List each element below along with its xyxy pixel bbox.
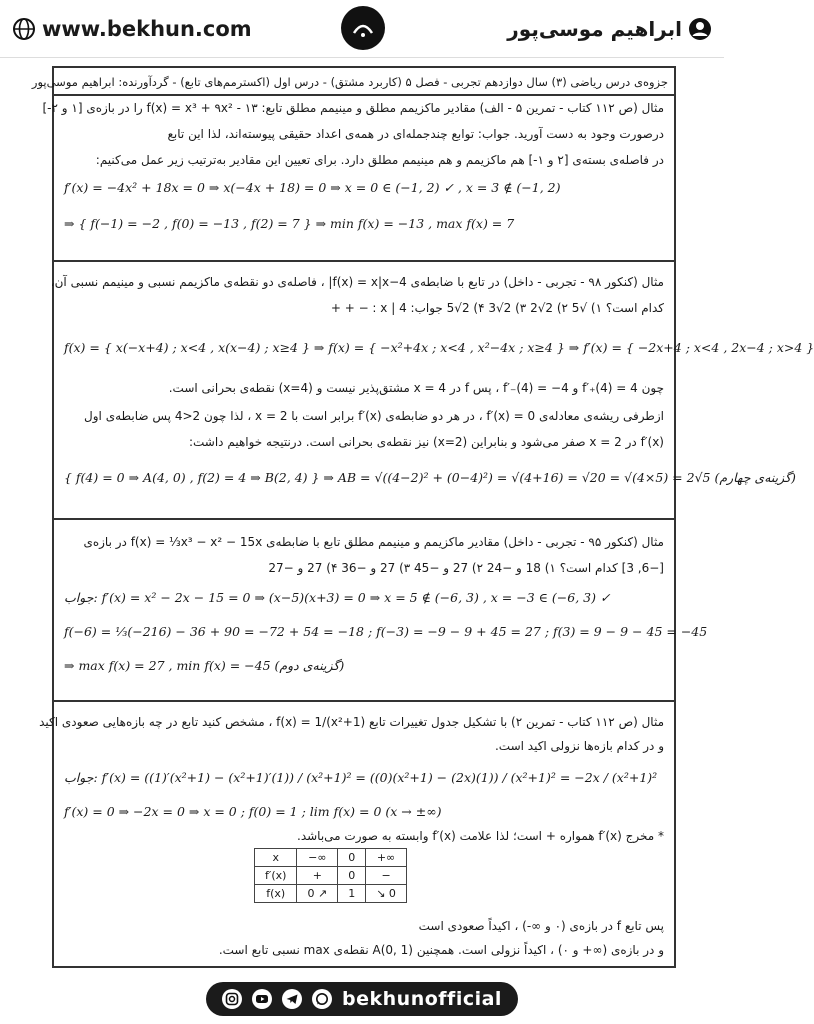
section-1-line-1: مثال (ص ۱۱۲ کتاب - تمرین ۵ - الف) مقادیر ماکزیمم مطلق و مینیمم مطلق تابع: f(x) = x³ + ۹x² - ۱۳ را در بازه‌ی [۱ و ۲-] xyxy=(42,101,664,115)
globe-icon xyxy=(12,17,36,41)
section-4-line-7: و در بازه‌ی (∞+ و ۰) ، اکیداً نزولی است. همچنین A(0, 1) نقطه‌ی max نسبی تابع است. xyxy=(218,943,664,957)
section-3-line-4: f(−6) = ⅓(−216) − 36 + 90 = −72 + 54 = −18 ; f(−3) = −9 − 9 + 45 = 27 ; f(3) = 9 − 9 − 45 = −45 xyxy=(64,624,708,639)
section-4-line-4: f′(x) = 0 ⇒ −2x = 0 ⇒ x = 0 ; f(0) = 1 ; lim f(x) = 0 (x → ±∞) xyxy=(64,804,442,819)
section-2-line-1: مثال (کنکور ۹۸ - تجربی - داخل) در تابع با ضابطه‌ی f(x) = x|x−4| ، فاصله‌ی دو نقطه‌ی ماکزیمم نسبی و مینیمم نسبی آن، xyxy=(50,275,664,289)
section-4-line-1: مثال (ص ۱۱۲ کتاب - تمرین ۲) با تشکیل جدول تغییرات تابع f(x) = 1/(x²+1) ، مشخص کنید تابع در چه بازه‌هایی صعودی اکید xyxy=(39,715,664,729)
table-row xyxy=(255,867,407,885)
user-icon xyxy=(688,17,712,41)
table-cell: 0 xyxy=(338,867,366,885)
divider xyxy=(54,94,674,96)
section-4-line-3: جواب: f′(x) = ((1)′(x²+1) − (x²+1)′(1)) / (x²+1)² = ((0)(x²+1) − (2x)(1)) / (x²+1)² = −2x / (x²+1)² xyxy=(64,770,658,785)
bekhun-logo xyxy=(341,6,385,50)
section-2-line-4: چون f′₊(4) = 4 و f′₋(4) = −4 ، پس f در x = 4 مشتق‌پذیر نیست و (x=4) نقطه‌ی بحرانی است. xyxy=(168,381,664,395)
table-cell: ↘ 0 xyxy=(366,885,407,903)
table-cell: + xyxy=(297,867,338,885)
document-title: جزوه‌ی درس ریاضی (۳) سال دوازدهم تجربی - فصل ۵ (کاربرد مشتق) - درس اول (اکسترمم‌های تابع) - گردآورنده: ابراهیم موسی‌پور xyxy=(31,75,668,89)
youtube-icon[interactable] xyxy=(252,989,272,1009)
section-2-line-5: ازطرفی ریشه‌ی معادله‌ی f′(x) = 0 ، در هر دو ضابطه‌ی f′(x) برابر است با x = 2 ، لذا چون 2<4 پس ضابطه‌ی اول xyxy=(84,409,664,423)
section-3-line-5: ⇒ max f(x) = 27 , min f(x) = −45 (گزینه‌ی دوم) xyxy=(64,658,345,673)
table-cell: 0 ↗ xyxy=(297,885,338,903)
divider xyxy=(54,260,674,262)
table-row xyxy=(255,885,407,903)
section-4-line-5: * مخرج f′(x) همواره + است؛ لذا علامت f′(x) وابسته به صورت می‌باشد. xyxy=(297,829,664,843)
section-4-line-6: پس تابع f در بازه‌ی (۰ و ∞-) ، اکیداً صعودی است xyxy=(418,919,664,933)
section-1-line-4: f′(x) = −4x² + 18x = 0 ⇒ x(−4x + 18) = 0 ⇒ x = 0 ∈ (−1, 2) ✓ , x = 3 ∉ (−1, 2) xyxy=(64,180,561,195)
divider xyxy=(54,518,674,520)
section-1-line-2: درصورت وجود به دست آورید. جواب: توابع چندجمله‌ای در همه‌ی اعداد حقیقی پیوسته‌اند، لذا این تابع xyxy=(167,127,664,141)
table-cell: − xyxy=(366,867,407,885)
section-2-line-2: کدام است؟ ۱) √5 ۲) 2√2 ۳) 2√3 ۴) 2√5 جواب: x | 4 : − + + xyxy=(330,301,664,315)
section-4-line-2: و در کدام بازه‌ها نزولی اکید است. xyxy=(494,739,664,753)
variation-table xyxy=(254,848,407,903)
table-header-row xyxy=(255,849,407,867)
section-1-line-3: در فاصله‌ی بسته‌ی [۲ و ۱-] هم ماکزیمم و هم مینیمم مطلق دارد. برای تعیین این مقادیر به‌ترتیب زیر عمل می‌کنیم: xyxy=(95,153,664,167)
divider xyxy=(54,700,674,702)
telegram-icon[interactable] xyxy=(282,989,302,1009)
section-1-line-5: ⇒ { f(−1) = −2 , f(0) = −13 , f(2) = 7 } ⇒ min f(x) = −13 , max f(x) = 7 xyxy=(64,216,515,231)
table-cell: 1 xyxy=(338,885,366,903)
table-cell: x xyxy=(255,849,297,867)
notes-sheet xyxy=(31,66,814,968)
table-cell: f′(x) xyxy=(255,867,297,885)
social-footer xyxy=(206,982,518,1016)
author-name: ابراهیم موسی‌پور xyxy=(507,16,682,41)
section-2-line-3: f(x) = { x(−x+4) ; x<4 , x(x−4) ; x≥4 } ⇒ f(x) = { −x²+4x ; x<4 , x²−4x ; x≥4 } ⇒ f′(x) = { −2x+4 ; x<4 , 2x−4 ; x>4 } xyxy=(64,340,814,355)
table-cell: 0 xyxy=(338,849,366,867)
table-cell: +∞ xyxy=(366,849,407,867)
instagram-icon[interactable] xyxy=(222,989,242,1009)
author-block xyxy=(507,17,712,41)
section-2-line-6: f′(x) در x = 2 صفر می‌شود و بنابراین (x=2) نیز نقطه‌ی بحرانی است. درنتیجه خواهیم داشت: xyxy=(188,435,664,449)
table-cell: −∞ xyxy=(297,849,338,867)
section-3-line-2: [−6, 3] کدام است؟ ۱) 18 و −24 ۲) 27 و −45 ۳) 27 و −36 ۴) 27 و −27 xyxy=(268,561,664,575)
website-link[interactable] xyxy=(12,17,252,41)
section-2-line-7: { f(4) = 0 ⇒ A(4, 0) , f(2) = 4 ⇒ B(2, 4) } ⇒ AB = √((4−2)² + (0−4)²) = √(4+16) = √20 = √(4×5) = 2√5 (گزینه‌ی چهارم) xyxy=(64,470,796,485)
section-3-line-1: مثال (کنکور ۹۵ - تجربی - داخل) مقادیر ماکزیمم و مینیمم مطلق تابع با ضابطه‌ی f(x) = ⅓x³ − x² − 15x در بازه‌ی xyxy=(83,535,664,549)
footer-handle: bekhunofficial xyxy=(342,988,502,1010)
table-cell: f(x) xyxy=(255,885,297,903)
whatsapp-icon[interactable] xyxy=(312,989,332,1009)
section-3-line-3: جواب: f′(x) = x² − 2x − 15 = 0 ⇒ (x−5)(x+3) = 0 ⇒ x = 5 ∉ (−6, 3) , x = −3 ∈ (−6, 3) ✓ xyxy=(64,590,611,605)
website-text: www.bekhun.com xyxy=(42,16,252,41)
